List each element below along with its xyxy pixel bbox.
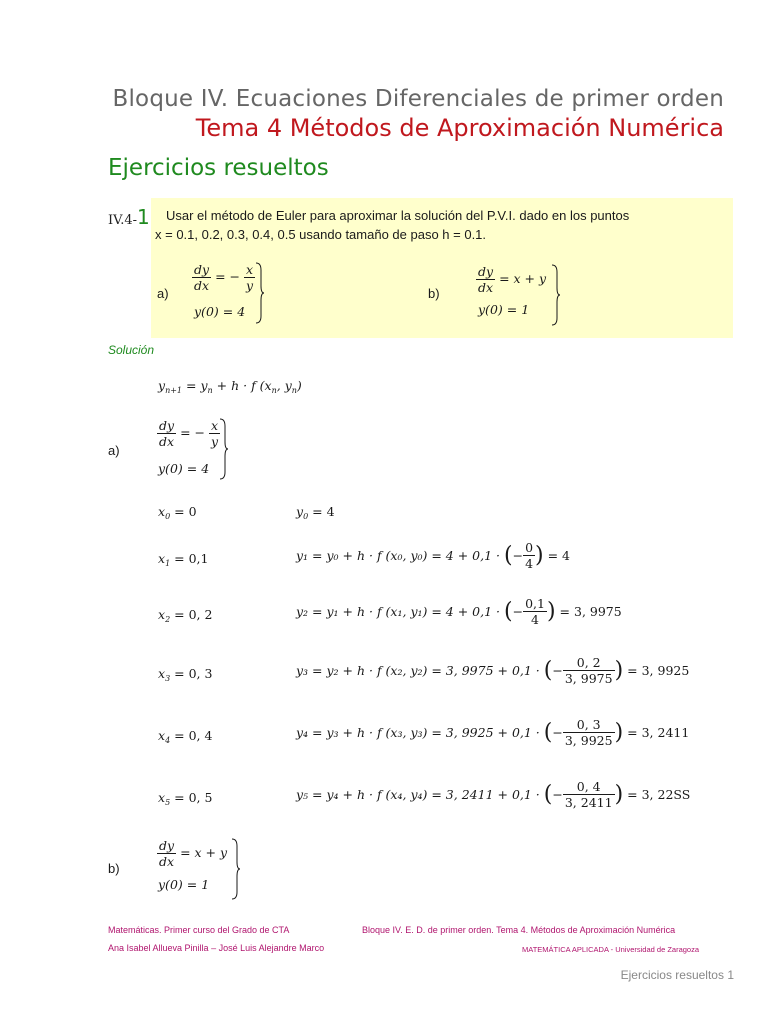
footer-department: MATEMÁTICA APLICADA - Universidad de Zaragoza [522,945,700,954]
footer-authors: Ana Isabel Allueva Pinilla – José Luis Alejandre Marco [108,943,325,953]
exercise-ic-b: y(0) = 1 [478,302,530,317]
step-y1: y₁ = y₀ + h · f (x₀, y₀) = 4 + 0,1 · (− $\frac{0}{4}$ ) = 4 [296,540,571,571]
exercise-ic-a: y(0) = 4 [194,304,246,319]
brace-b-icon [551,264,561,326]
solution-label-a: a) [108,443,120,458]
step-y2: y₂ = y₁ + h · f (x₁, y₁) = 4 + 0,1 · (− $\frac{0,1}{4}$ ) = 3, 9975 [296,596,622,627]
exercise-ode-b: $\frac{dy}{dx}$ = x + y [478,264,547,295]
step-y0: $y_0 = 4$ [296,504,335,521]
solution-ode-b: $\frac{dy}{dx}$ = x + y [159,838,228,869]
brace-sol-b-icon [231,838,241,900]
bloque-title: Bloque IV. Ecuaciones Diferenciales de primer orden [112,86,724,112]
exercise-statement-line2: x = 0.1, 0.2, 0.3, 0.4, 0.5 usando tamaño de paso h = 0.1. [155,227,487,242]
solution-ode-a: $\frac{dy}{dx}$ = − $\frac{x}{y}$ [159,418,219,449]
step-x2: $x_2 = 0$, 2 [158,607,213,624]
step-x5: $x_5 = 0$, 5 [158,790,213,807]
brace-sol-a-icon [219,418,229,480]
step-y3: y₃ = y₂ + h · f (x₂, y₂) = 3, 9975 + 0,1 · (− $\frac{0, 2}{3, 9975}$ ) = 3, 9925 [296,655,690,686]
solution-ic-a: y(0) = 4 [158,461,210,476]
exercise-number: IV.4-1 [108,205,150,229]
solution-heading: Solución [108,343,155,357]
exercise-ode-a: $\frac{dy}{dx}$ = − $\frac{x}{y}$ [194,262,254,293]
euler-formula: $y_{n+1} = y_n + h \cdot f$ ($x_n$, $y_n$) [158,378,302,395]
brace-a-icon [255,262,265,324]
step-x0: $x_0 = 0$ [158,504,197,521]
step-y4: y₄ = y₃ + h · f (x₃, y₃) = 3, 9925 + 0,1 · (− $\frac{0, 3}{3, 9925}$ ) = 3, 2411 [296,717,690,748]
exercise-statement-line1: Usar el método de Euler para aproximar la solución del P.V.I. dado en los puntos [166,208,630,223]
footer-bloque: Bloque IV. E. D. de primer orden. Tema 4. Métodos de Aproximación Numérica [362,925,676,935]
step-x4: $x_4 = 0$, 4 [158,728,213,745]
solution-label-b: b) [108,861,120,876]
footer-course: Matemáticas. Primer curso del Grado de CTA [108,925,290,935]
tema-title: Tema 4 Métodos de Aproximación Numérica [195,114,724,142]
step-x3: $x_3 = 0$, 3 [158,666,213,683]
exercise-label-b: b) [428,286,440,301]
exercise-label-a: a) [157,286,169,301]
step-x1: $x_1 = 0,1$ [158,551,209,568]
section-title: Ejercicios resueltos [108,155,329,181]
page-footer: Ejercicios resueltos 1 [620,968,734,982]
solution-ic-b: y(0) = 1 [158,877,210,892]
step-y5: y₅ = y₄ + h · f (x₄, y₄) = 3, 2411 + 0,1 · (− $\frac{0, 4}{3, 2411}$ ) = 3, 22SS [296,779,691,810]
